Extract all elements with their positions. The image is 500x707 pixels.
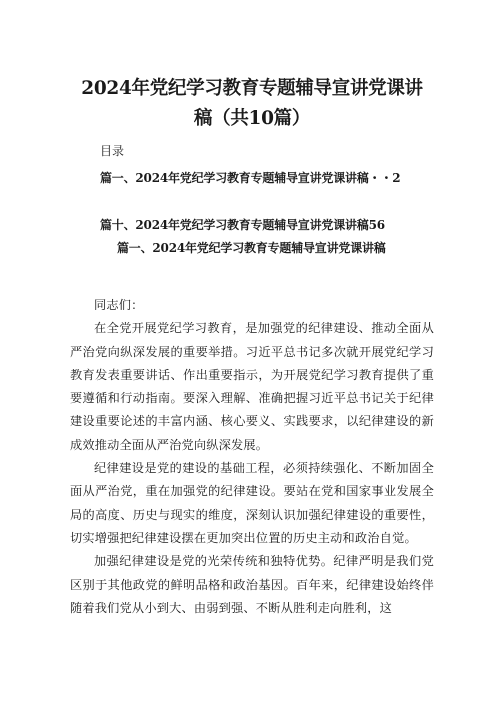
title-line-2: 稿（共10篇） xyxy=(193,108,311,129)
paragraph-2: 纪律建设是党的建设的基础工程，必须持续强化、不断加固全面从严治党，重在加强党的纪律建设。要站在党和国家事业发展全局的高度、历史与现实的维度，深刻认识加强纪律建设的重要性，切实增强把纪律建设摆在更加突出位置的历史主动和政治自觉。 xyxy=(70,461,434,545)
toc-label: 目录 xyxy=(100,144,125,158)
toc-item-10[interactable]: 篇十、2024年党纪学习教育专题辅导宣讲党课讲稿56 xyxy=(100,218,385,232)
section-heading: 篇一、2024年党纪学习教育专题辅导宣讲党课讲稿 xyxy=(117,241,386,255)
toc-item-1[interactable]: 篇一、2024年党纪学习教育专题辅导宣讲党课讲稿・・2 xyxy=(100,171,401,185)
greeting: 同志们： xyxy=(94,298,144,312)
paragraph-3: 加强纪律建设是党的光荣传统和独特优势。纪律严明是我们党区别于其他政党的鲜明品格和政治基因。百年来，纪律建设始终伴随着我们党从小到大、由弱到强、不断从胜利走向胜利，这 xyxy=(70,554,434,615)
title-line-1: 2024年党纪学习教育专题辅导宣讲党课讲 xyxy=(81,78,423,99)
document-title xyxy=(70,74,434,134)
paragraph-1: 在全党开展党纪学习教育，是加强党的纪律建设、推动全面从严治党向纵深发展的重要举措。习近平总书记多次就开展党纪学习教育发表重要讲话、作出重要指示，为开展党纪学习教育提供了重要遵循和行动指南。要深入理解、准确把握习近平总书记关于纪律建设重要论述的丰富内涵、核心要义、实践要求，以纪律建设的新成效推动全面从严治党向纵深发展。 xyxy=(70,321,434,452)
document-body xyxy=(70,294,434,620)
